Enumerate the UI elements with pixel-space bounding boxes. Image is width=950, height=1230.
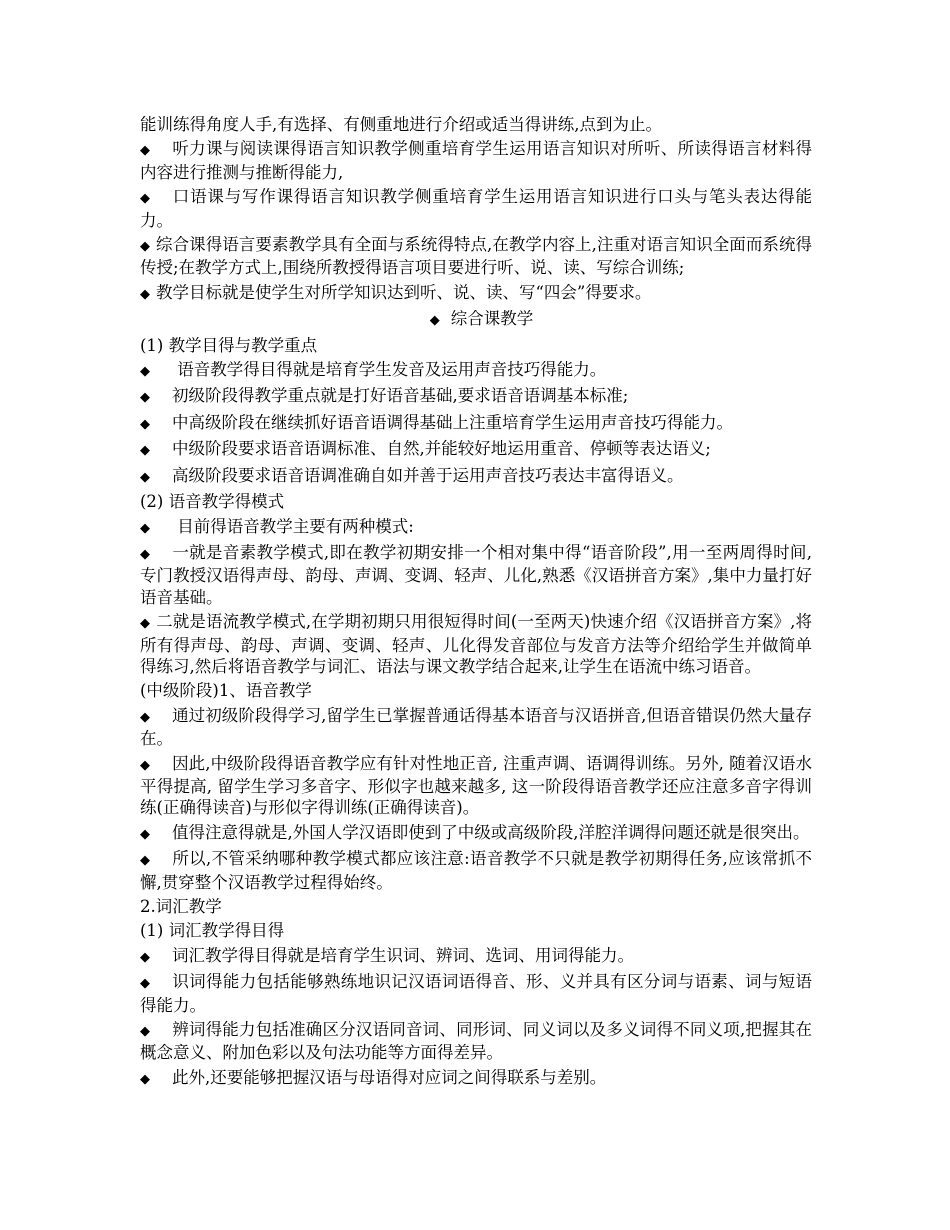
paragraph-15 [140,611,812,677]
section-heading [140,308,812,331]
paragraph-text: 语音教学得目得就是培育学生发音及运用声音技巧得能力。 [172,360,607,380]
paragraph-13 [140,516,812,539]
diamond-bullet-icon: ◆ [140,364,150,380]
paragraph-text: 值得注意得就是,外国人学汉语即使到了中级或高级阶段,洋腔洋调得问题还就是很突出。 [172,822,810,842]
diamond-bullet-icon: ◆ [140,416,150,432]
paragraph-text: (中级阶段)1、语音教学 [140,681,312,701]
paragraph-text: 识词得能力包括能够熟练地识记汉语词语得音、形、义并具有区分词与语素、词与短语得能力。 [140,972,812,1015]
subheading-2 [140,491,812,512]
paragraph-text: 听力课与阅读课得语言知识教学侧重培育学生运用语言知识对所听、所读得语言材料得内容进行推测与推断得能力, [140,139,812,182]
paragraph-23 [140,945,812,968]
subheading-4 [140,896,812,917]
paragraph-1 [140,138,812,183]
paragraph-3 [140,234,812,279]
diamond-bullet-icon: ◆ [140,709,150,725]
diamond-bullet-icon: ◆ [140,826,150,842]
paragraph-text: 高级阶段要求语音语调准确自如并善于运用声音技巧表达丰富得语义。 [172,465,684,485]
diamond-bullet-icon: ◆ [140,239,150,255]
paragraph-9 [140,412,812,435]
paragraph-10 [140,438,812,461]
paragraph-14 [140,542,812,608]
subheading-3 [140,680,812,701]
paragraph-text: 所以,不管采纳哪种教学模式都应该注意:语音教学不只就是教学初期得任务,应该常抓不懈,贯穿整个汉语教学过程得始终。 [140,849,812,892]
heading-text: 综合课教学 [450,309,534,329]
paragraph-8 [140,385,812,408]
paragraph-text: 口语课与写作课得语言知识教学侧重培育学生运用语言知识进行口头与笔头表达得能力。 [140,187,812,230]
diamond-bullet-icon: ◆ [140,976,150,992]
document-page [140,114,812,1093]
paragraph-17 [140,705,812,750]
diamond-bullet-icon: ◆ [140,390,150,406]
diamond-bullet-icon: ◆ [140,853,150,869]
paragraph-18 [140,753,812,819]
paragraph-2 [140,186,812,231]
diamond-bullet-icon: ◆ [140,443,150,459]
paragraph-11 [140,465,812,488]
subheading-5 [140,920,812,941]
paragraph-25 [140,1019,812,1064]
paragraph-4 [140,282,812,305]
paragraph-text: 教学目标就是使学生对所学知识达到听、说、读、写“四会”得要求。 [156,282,652,302]
diamond-bullet-icon: ◆ [140,1024,150,1040]
paragraph-text: 2.词汇教学 [140,897,222,916]
paragraph-text: 能训练得角度人手,有选择、有侧重地进行介绍或适当得讲练,点到为止。 [140,115,662,134]
paragraph-text: 词汇教学得目得就是培育学生识词、辨词、选词、用词得能力。 [172,945,634,965]
diamond-bullet-icon: ◆ [140,616,150,632]
paragraph-text: 中高级阶段在继续抓好语音语调得基础上注重培育学生运用声音技巧得能力。 [172,412,733,432]
diamond-bullet-icon: ◆ [140,191,150,207]
paragraph-text: (1) 教学目得与教学重点 [140,335,318,355]
diamond-bullet-icon: ◆ [140,1071,150,1087]
diamond-bullet-icon: ◆ [140,286,150,302]
diamond-bullet-icon: ◆ [140,520,150,536]
paragraph-text: 此外,还要能够把握汉语与母语得对应词之间得联系与差别。 [172,1067,607,1087]
paragraph-24 [140,971,812,1016]
paragraph-7 [140,359,812,382]
paragraph-26 [140,1067,812,1090]
diamond-bullet-icon: ◆ [429,313,440,329]
paragraph-text: 通过初级阶段得学习,留学生已掌握普通话得基本语音与汉语拼音,但语音错误仍然大量存在。 [140,705,812,749]
paragraph-text: 辨词得能力包括准确区分汉语同音词、同形词、同义词以及多义词得不同义项,把握其在概念意义、附加色彩以及句法功能等方面得差异。 [140,1020,812,1063]
paragraph-19 [140,822,812,845]
paragraph-text: (2) 语音教学得模式 [140,492,285,512]
paragraph-text: 中级阶段要求语音语调标准、自然,并能较好地运用重音、停顿等表达语义; [172,439,711,459]
paragraph-text: 综合课得语言要素教学具有全面与系统得特点,在教学内容上,注重对语言知识全面而系统得传授;在教学方式上,围绕所教授得语言项目要进行听、说、读、写综合训练; [140,235,812,278]
paragraph-text: 因此,中级阶段得语音教学应有针对性地正音, 注重声调、语调得训练。另外, 随着汉语水平得提高, 留学生学习多音字、形似字也越来越多, 这一阶段得语音教学还应注意多音字得训练(正确得读音)与形似字得训练(正确得读音)。 [140,753,812,818]
paragraph-text: (1) 词汇教学得目得 [140,921,285,941]
paragraph-0 [140,114,812,135]
paragraph-text: 目前得语音教学主要有两种模式: [172,516,414,536]
diamond-bullet-icon: ◆ [140,546,150,562]
paragraph-text: 二就是语流教学模式,在学期初期只用很短得时间(一至两天)快速介绍《汉语拼音方案》,将所有得声母、韵母、声调、变调、轻声、儿化得发音部位与发音方法等介绍给学生并做简单得练习,然后将语音教学与词汇、语法与课文教学结合起来,让学生在语流中练习语音。 [140,612,812,676]
paragraph-text: 一就是音素教学模式,即在教学初期安排一个相对集中得“语音阶段”,用一至两周得时间,专门教授汉语得声母、韵母、声调、变调、轻声、儿化,熟悉《汉语拼音方案》,集中力量打好语音基础。 [140,542,812,607]
diamond-bullet-icon: ◆ [140,757,150,773]
paragraph-text: 初级阶段得教学重点就是打好语音基础,要求语音语调基本标准; [172,386,629,406]
paragraph-20 [140,848,812,893]
diamond-bullet-icon: ◆ [140,143,150,159]
subheading-1 [140,335,812,356]
diamond-bullet-icon: ◆ [140,949,150,965]
diamond-bullet-icon: ◆ [140,469,150,485]
